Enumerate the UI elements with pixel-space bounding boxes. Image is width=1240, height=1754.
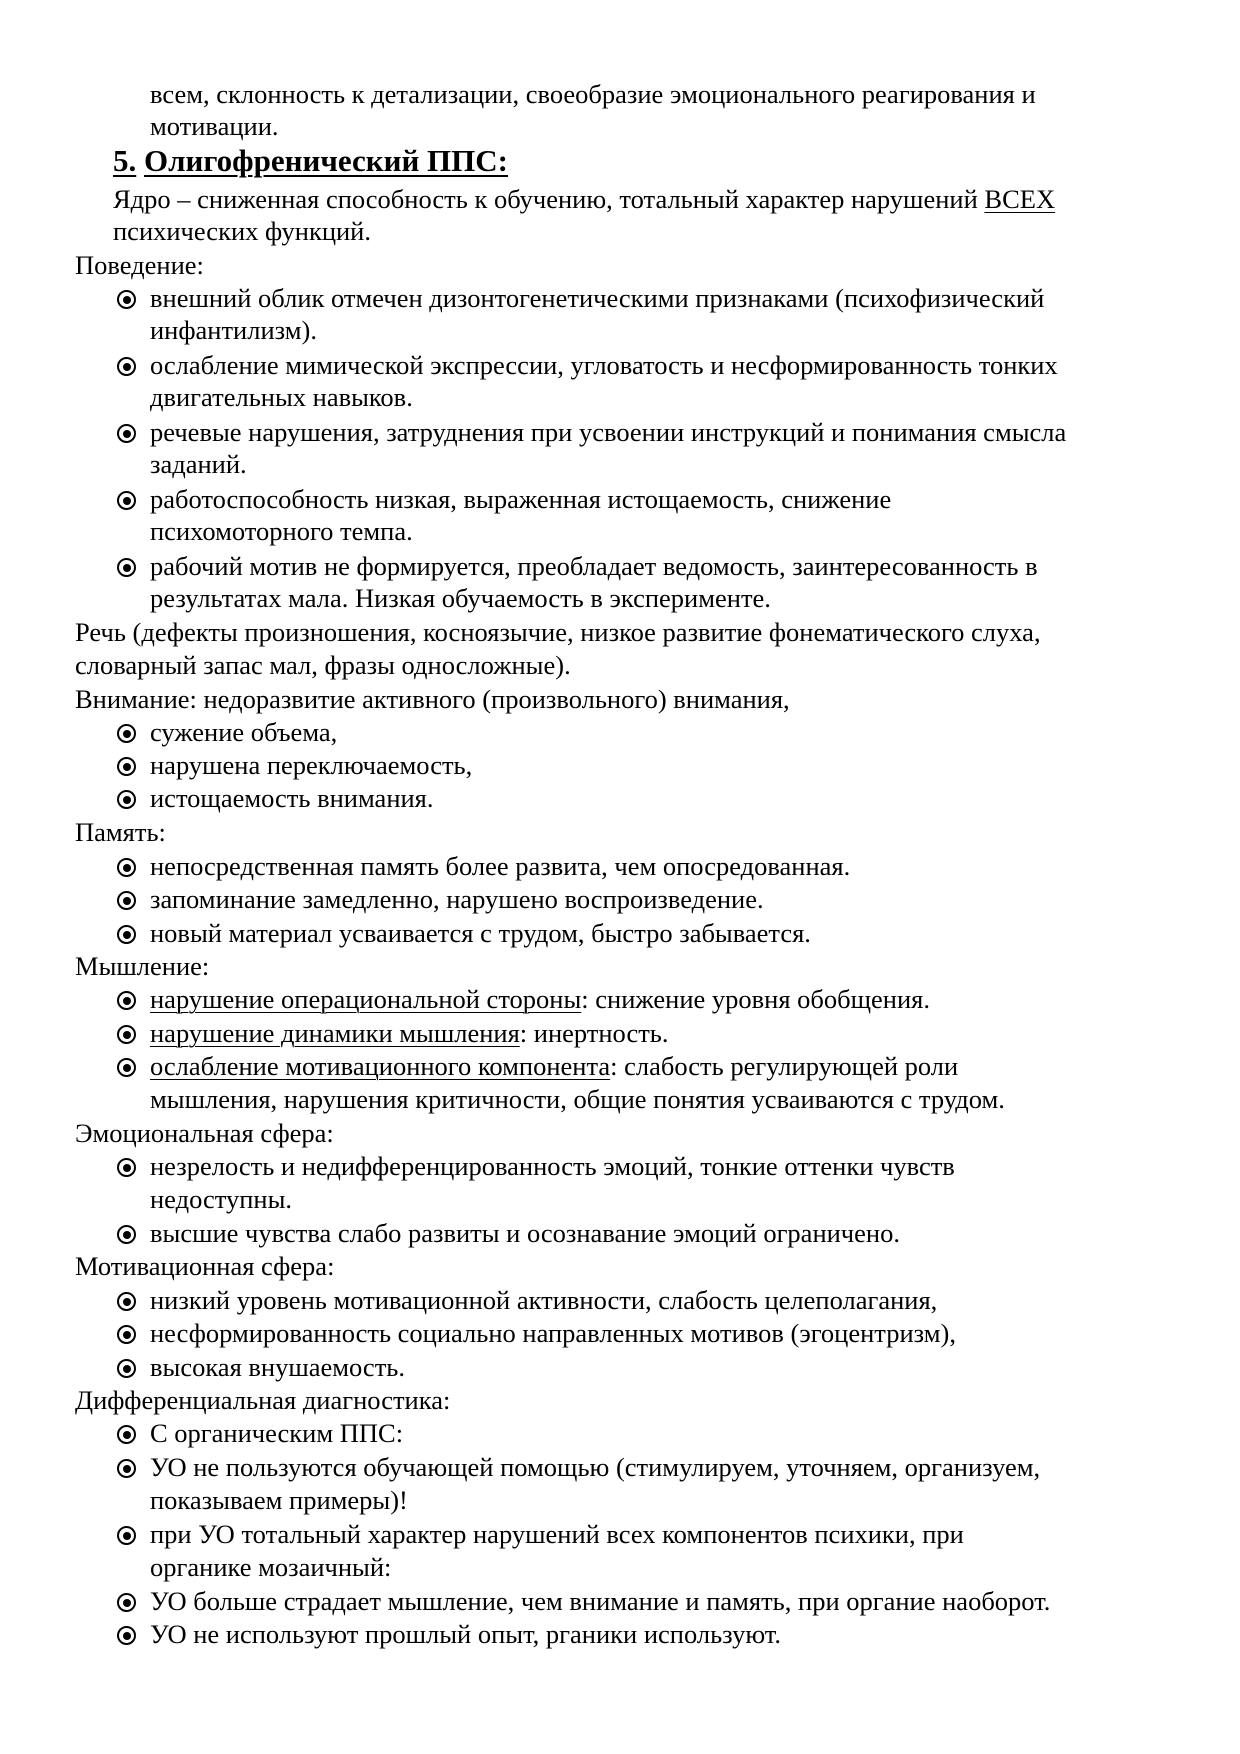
- behavior-item-5: рабочий мотив не формируется, преобладает ведомость, заинтересованность в: [150, 551, 1038, 581]
- emotional-label: Эмоциональная сфера:: [75, 1118, 334, 1148]
- bullet-icon: [117, 1626, 136, 1645]
- thinking-item-3: [150, 1050, 958, 1082]
- bullet-icon: [117, 858, 136, 877]
- bullet-icon: [117, 491, 136, 510]
- bullet-icon: [117, 724, 136, 743]
- diagnostics-item-2: УО не пользуются обучающей помощью (стимулируем, уточняем, организуем,: [150, 1452, 1041, 1482]
- emotional-item-2: высшие чувства слабо развиты и осознавание эмоций ограничено.: [150, 1218, 900, 1248]
- behavior-item-3: речевые нарушения, затруднения при усвоении инструкций и понимания смысла: [150, 417, 1067, 447]
- behavior-label: Поведение:: [75, 250, 204, 280]
- section-number: 5.: [113, 143, 137, 178]
- thinking-item-1-term: нарушение операциональной стороны: [150, 984, 582, 1014]
- thinking-item-3-text: : слабость регулирующей роли: [610, 1051, 959, 1081]
- memory-label: Память:: [75, 817, 166, 847]
- diagnostics-item-5: УО не используют прошлый опыт, рганики используют.: [150, 1619, 782, 1649]
- diagnostics-item-3-cont: органике мозаичный:: [150, 1552, 392, 1582]
- motivation-item-2: несформированность социально направленных мотивов (эгоцентризм),: [150, 1318, 956, 1348]
- bullet-icon: [117, 1225, 136, 1244]
- thinking-item-1: [150, 983, 930, 1015]
- bullet-icon: [117, 424, 136, 443]
- thinking-item-3-cont: мышления, нарушения критичности, общие понятия усваиваются с трудом.: [150, 1084, 1005, 1114]
- speech-line-2: словарный запас мал, фразы односложные).: [75, 650, 571, 680]
- core-line-2: психических функций.: [113, 216, 371, 246]
- behavior-item-2-cont: двигательных навыков.: [150, 382, 413, 412]
- bullet-icon: [117, 290, 136, 309]
- bullet-icon: [117, 1425, 136, 1444]
- bullet-icon: [117, 1025, 136, 1044]
- thinking-item-1-text: : снижение уровня обобщения.: [581, 984, 930, 1014]
- intro-line-1: всем, склонность к детализации, своеобразие эмоционального реагирования и: [150, 79, 1036, 109]
- memory-item-1: непосредственная память более развита, чем опосредованная.: [150, 851, 851, 881]
- bullet-icon: [117, 1459, 136, 1478]
- diagnostics-item-2-cont: показываем примеры)!: [150, 1485, 408, 1515]
- bullet-icon: [117, 1158, 136, 1177]
- core-text: Ядро – сниженная способность к обучению, тотальный характер нарушений: [113, 184, 985, 214]
- bullet-icon: [117, 1292, 136, 1311]
- attention-item-2: нарушена переключаемость,: [150, 750, 473, 780]
- motivation-item-1: низкий уровень мотивационной активности, слабость целеполагания,: [150, 1285, 938, 1315]
- core-line-1: [113, 183, 1055, 215]
- behavior-item-4-cont: психомоторного темпа.: [150, 516, 413, 546]
- core-underlined-word: ВСЕХ: [984, 184, 1056, 214]
- bullet-icon: [117, 891, 136, 910]
- bullet-icon: [117, 1526, 136, 1545]
- attention-label: Внимание: недоразвитие активного (произвольного) внимания,: [75, 684, 790, 714]
- emotional-item-1: незрелость и недифференцированность эмоций, тонкие оттенки чувств: [150, 1151, 955, 1181]
- bullet-icon: [117, 790, 136, 809]
- behavior-item-4: работоспособность низкая, выраженная истощаемость, снижение: [150, 484, 892, 514]
- bullet-icon: [117, 991, 136, 1010]
- bullet-icon: [117, 757, 136, 776]
- bullet-icon: [117, 1593, 136, 1612]
- behavior-item-1-cont: инфантилизм).: [150, 315, 317, 345]
- speech-line-1: Речь (дефекты произношения, косноязычие, низкое развитие фонематического слуха,: [75, 617, 1041, 647]
- bullet-icon: [117, 357, 136, 376]
- emotional-item-1-cont: недоступны.: [150, 1184, 293, 1214]
- attention-item-1: сужение объема,: [150, 717, 338, 747]
- diagnostics-label: Дифференциальная диагностика:: [75, 1385, 451, 1415]
- diagnostics-item-3: при УО тотальный характер нарушений всех компонентов психики, при: [150, 1519, 964, 1549]
- thinking-item-2-term: нарушение динамики мышления: [150, 1018, 520, 1048]
- thinking-item-2-text: : инертность.: [519, 1018, 669, 1048]
- diagnostics-item-4: УО больше страдает мышление, чем внимание и память, при органие наоборот.: [150, 1586, 1051, 1616]
- behavior-item-3-cont: заданий.: [150, 449, 247, 479]
- behavior-item-2: ослабление мимической экспрессии, угловатость и несформированность тонких: [150, 350, 1058, 380]
- motivation-label: Мотивационная сфера:: [75, 1251, 335, 1281]
- thinking-label: Мышление:: [75, 951, 210, 981]
- bullet-icon: [117, 1325, 136, 1344]
- diagnostics-item-1: С органическим ППС:: [150, 1418, 404, 1448]
- behavior-item-1: внешний облик отмечен дизонтогенетическими признаками (психофизический: [150, 283, 1045, 313]
- bullet-icon: [117, 1058, 136, 1077]
- section-title: Олигофренический ППС:: [144, 143, 508, 178]
- bullet-icon: [117, 558, 136, 577]
- memory-item-2: запоминание замедленно, нарушено воспроизведение.: [150, 884, 764, 914]
- memory-item-3: новый материал усваивается с трудом, быстро забывается.: [150, 918, 811, 948]
- thinking-item-2: [150, 1017, 669, 1049]
- attention-item-3: истощаемость внимания.: [150, 783, 434, 813]
- behavior-item-5-cont: результатах мала. Низкая обучаемость в эксперименте.: [150, 583, 771, 613]
- intro-line-2: мотивации.: [150, 111, 279, 141]
- bullet-icon: [117, 1359, 136, 1378]
- bullet-icon: [117, 925, 136, 944]
- section-heading: [113, 143, 508, 179]
- thinking-item-3-term: ослабление мотивационного компонента: [150, 1051, 611, 1081]
- motivation-item-3: высокая внушаемость.: [150, 1352, 405, 1382]
